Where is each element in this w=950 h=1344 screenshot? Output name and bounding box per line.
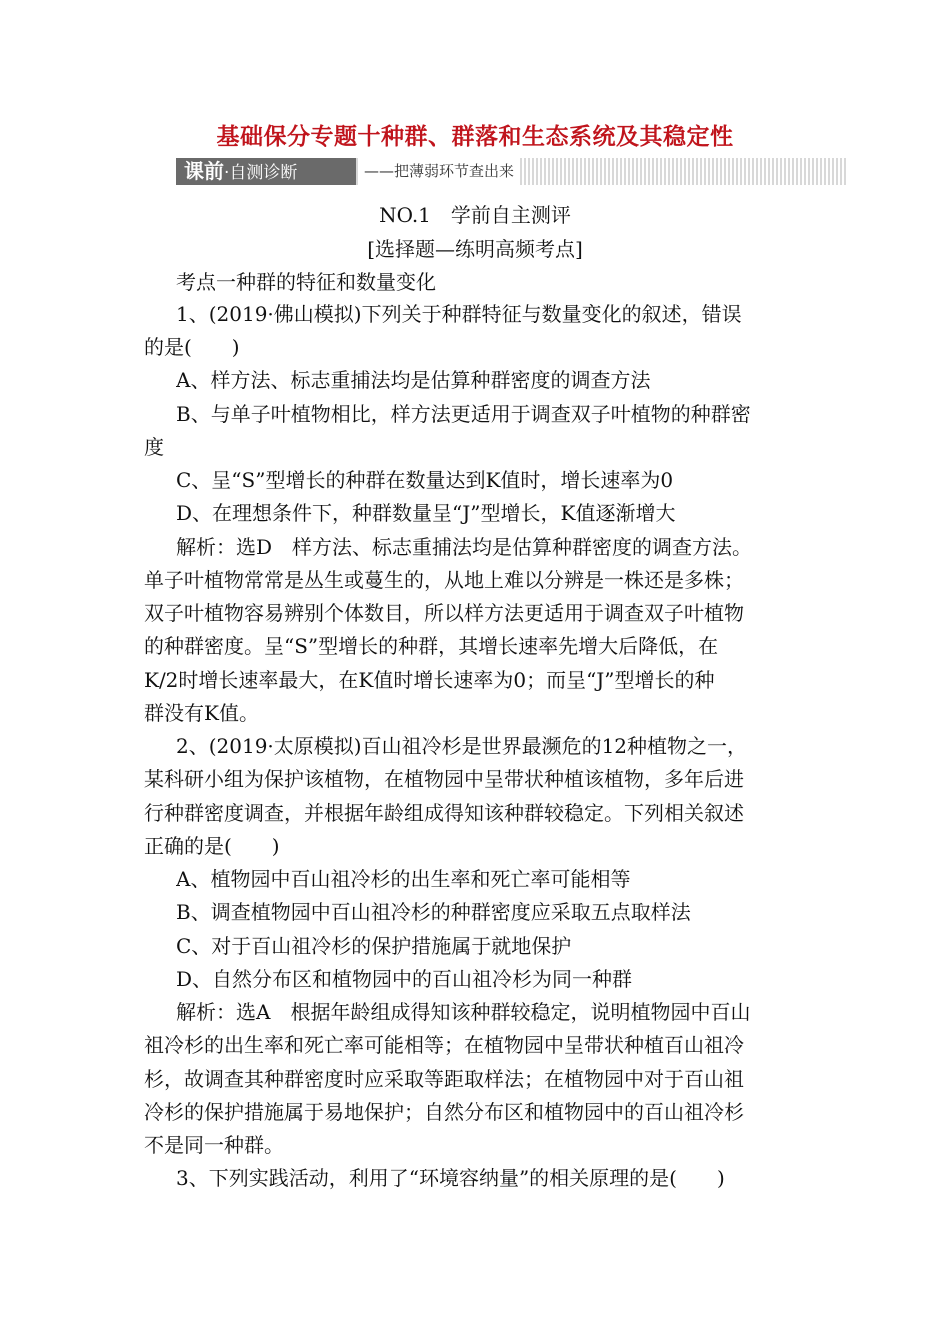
question-1-option-a: A、样方法、标志重捕法均是估算种群密度的调查方法 (176, 368, 651, 392)
document-title: 基础保分专题十种群、群落和生态系统及其稳定性 (216, 124, 734, 150)
section-banner (176, 158, 848, 185)
question-1-analysis: 解析：选D 样方法、标志重捕法均是估算种群密度的调查方法。 (176, 535, 753, 559)
question-2-option-b: B、调查植物园中百山祖冷杉的种群密度应采取五点取样法 (176, 900, 691, 924)
question-1-option-d: D、在理想条件下，种群数量呈“J”型增长，K值逐渐增大 (176, 501, 676, 525)
banner-label (176, 158, 356, 185)
question-2-analysis: 解析：选A 根据年龄组成得知该种群较稳定，说明植物园中百山 (176, 1000, 751, 1024)
banner-label-main: 课前 (184, 159, 224, 183)
question-1-analysis: 的种群密度。呈“S”型增长的种群，其增长速率先增大后降低，在 (144, 634, 719, 658)
question-1-analysis: 双子叶植物容易辨别个体数目，所以样方法更适用于调查双子叶植物 (144, 601, 744, 625)
topic-heading: 考点一种群的特征和数量变化 (176, 270, 436, 294)
question-1-line: 的是( ) (144, 335, 240, 359)
question-2-option-c: C、对于百山祖冷杉的保护措施属于就地保护 (176, 934, 572, 958)
section-subheading: [选择题—练明高频考点] (367, 237, 583, 261)
question-2-option-d: D、自然分布区和植物园中的百山祖冷杉为同一种群 (176, 967, 633, 991)
question-1-analysis: K/2时增长速率最大，在K值时增长速率为0；而呈“J”型增长的种 (144, 668, 715, 692)
question-1-option-b: 度 (144, 435, 164, 459)
question-2-analysis: 杉，故调查其种群密度时应采取等距取样法；在植物园中对于百山祖 (144, 1067, 744, 1091)
banner-label-dot: · (224, 163, 230, 183)
question-2-option-a: A、植物园中百山祖冷杉的出生率和死亡率可能相等 (176, 867, 631, 891)
question-1-option-b: B、与单子叶植物相比，样方法更适用于调查双子叶植物的种群密 (176, 402, 751, 426)
question-1-analysis: 单子叶植物常常是丛生或蔓生的，从地上难以分辨是一株还是多株； (144, 568, 744, 592)
question-2-analysis: 不是同一种群。 (144, 1133, 284, 1157)
question-2-analysis: 祖冷杉的出生率和死亡率可能相等；在植物园中呈带状种植百山祖冷 (144, 1033, 744, 1057)
banner-label-sub: 自测诊断 (229, 163, 298, 183)
question-2-line: 行种群密度调查，并根据年龄组成得知该种群较稳定。下列相关叙述 (144, 801, 744, 825)
question-1-option-c: C、呈“S”型增长的种群在数量达到K值时，增长速率为0 (176, 468, 674, 492)
question-2-line: 某科研小组为保护该植物，在植物园中呈带状种植该植物，多年后进 (144, 767, 744, 791)
banner-tagline: ——把薄弱环节查出来 (360, 158, 518, 185)
question-1-analysis: 群没有K值。 (144, 701, 259, 725)
question-2-line: 正确的是( ) (144, 834, 280, 858)
question-2-line: 2、(2019·太原模拟)百山祖冷杉是世界最濒危的12种植物之一， (176, 734, 748, 758)
question-3-line: 3、下列实践活动，利用了“环境容纳量”的相关原理的是( ) (176, 1166, 725, 1190)
question-2-analysis: 冷杉的保护措施属于易地保护；自然分布区和植物园中的百山祖冷杉 (144, 1100, 744, 1124)
section-heading: NO.1 学前自主测评 (379, 203, 571, 227)
question-1-line: 1、(2019·佛山模拟)下列关于种群特征与数量变化的叙述，错误 (176, 302, 742, 326)
